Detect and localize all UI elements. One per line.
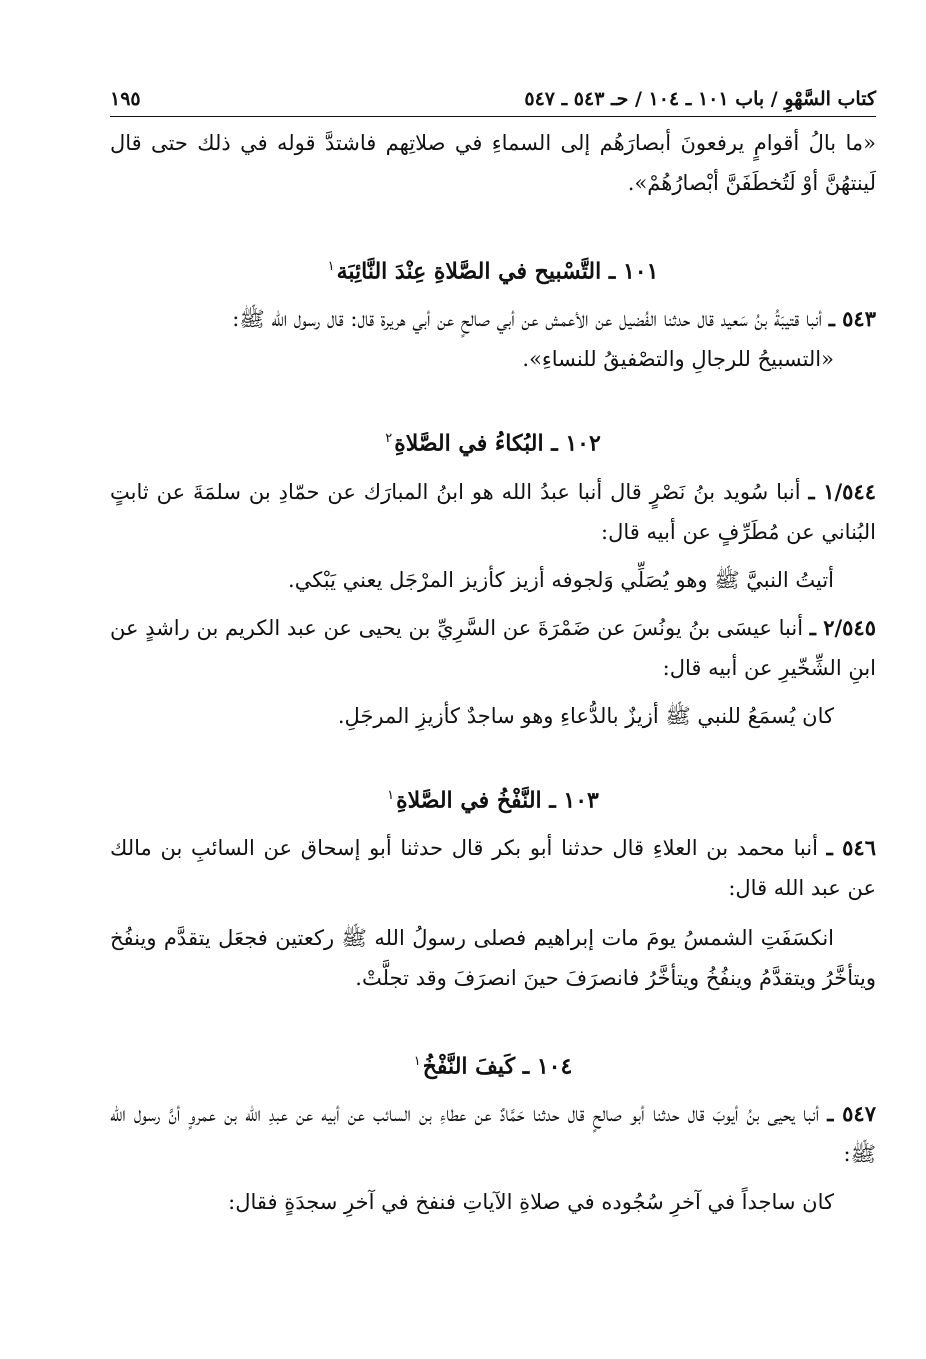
hadith-number: ٥٤٧ ـ: [827, 1101, 876, 1127]
isnad-text: أنبا قتيبَةُ بنُ سَعيد قال حدثنا الفُضيل عن الأعمش عن أبي صالحٍ عن أبي هريرة قال: قال رسول الله ﷺ:: [232, 307, 822, 332]
footnote-marker: ٢: [385, 431, 393, 447]
opening-hadith-text: «ما بالُ أقوامٍ يرفعونَ أبصارَهُم إلى السماءِ في صلاتِهم فاشتدَّ قوله في ذلك حتى قال لَينتهُنَّ أوْ لَتُخطَفَنَّ أبْصارُهُمْ».: [110, 131, 876, 195]
hadith-number: ٥٤٣ ـ: [828, 306, 876, 332]
hadith-matn-544: أتيتُ النبيَّ ﷺ وهو يُصَلِّي وَلجوفه أزيز كأزيز المرْجَل يعني يَبْكي.: [288, 567, 834, 592]
isnad-text: أنبا عيسَى بنُ يونُسَ عن ضَمْرَةَ عن السَّرِيِّ بن يحيى عن عبد الكريم بن راشدٍ عن ابنِ الشِّخّيرِ عن أبيه قال:: [110, 615, 876, 680]
chapter-title: ١٠٣ ـ النَّفْخُ في الصَّلاةِ: [396, 786, 599, 813]
book-page: [110, 78, 876, 1338]
chapter-title: ١٠١ ـ التَّسْبيح في الصَّلاةِ عِنْدَ النَّائِبَة: [336, 258, 659, 285]
hadith-matn-546: انكسَفَتِ الشمسُ يومَ مات إبراهيم فصلى رسولُ الله ﷺ ركعتين فجعَل يتقدَّم وينفُخ ويتأخَّرُ ويتقدَّمُ وينفُخُ ويتأخَّرُ فانصرَفَ حينَ انصرَفَ وقد تجلَّتْ.: [110, 925, 876, 990]
hadith-isnad-543: [110, 299, 876, 339]
chapter-title: ١٠٤ ـ كَيفَ النَّفْخُ: [422, 1053, 573, 1080]
chapter-title: ١٠٢ ـ البُكاءُ في الصَّلاةِ: [394, 430, 601, 457]
running-header: [110, 78, 876, 117]
running-title: كتاب السَّهْوِ / باب ١٠١ ـ ١٠٤ / حـ ٥٤٣ ـ ٥٤٧: [524, 88, 876, 110]
hadith-number: ٢/٥٤٥ ـ: [809, 614, 876, 640]
chapter-heading-103: [110, 776, 876, 820]
hadith-number: ١/٥٤٤ ـ: [808, 478, 876, 504]
hadith-matn-545: كان يُسمَعُ للنبي ﷺ أزيزٌ بالدُّعاءِ وهو ساجدٌ كأزيزِ المرجَلِ.: [337, 703, 834, 728]
hadith-matn-543: «التسبيحُ للرجالِ والتصْفيقُ للنساءِ».: [522, 347, 834, 372]
isnad-text: أنبا سُويد بنُ نَصْرٍ قال أنبا عبدُ الله هو ابنُ المبارَك عن حمّادِ بن سلمَةَ عن ثابتٍ البُناني عن مُطَرِّفٍ عن أبيه قال:: [110, 479, 876, 544]
hadith-isnad-544: [110, 472, 876, 552]
hadith-matn-547: كان ساجداً في آخرِ سُجُوده في صلاةِ الآياتِ فنفخ في آخرِ سجدَةٍ فقال:: [228, 1190, 834, 1215]
footnote-marker: ١: [387, 787, 395, 803]
footnote-marker: ١: [413, 1053, 421, 1069]
hadith-isnad-547: [110, 1094, 876, 1174]
chapter-heading-101: [110, 247, 876, 291]
hadith-isnad-545: [110, 608, 876, 688]
hadith-isnad-546: [110, 828, 876, 908]
isnad-text: أنبا محمد بن العلاءِ قال حدثنا أبو بكر قال حدثنا أبو إسحاق عن السائبِ بن مالك عن عبد الله قال:: [110, 835, 876, 900]
footnote-marker: ١: [327, 259, 335, 274]
chapter-heading-104: [110, 1042, 876, 1086]
page-number: ١٩٥: [110, 88, 141, 110]
chapter-heading-102: [110, 419, 876, 463]
isnad-text: أنبا يحيى بنُ أيوبَ قال حدثنا أبو صالحٍ قال حدثنا حَمَّادٌ عن عطاءِ بن السائب عن أبيه عن عبدِ الله بن عمروٍ أنَّ رسول الله ﷺ:: [110, 1102, 876, 1167]
hadith-number: ٥٤٦ ـ: [826, 834, 876, 860]
